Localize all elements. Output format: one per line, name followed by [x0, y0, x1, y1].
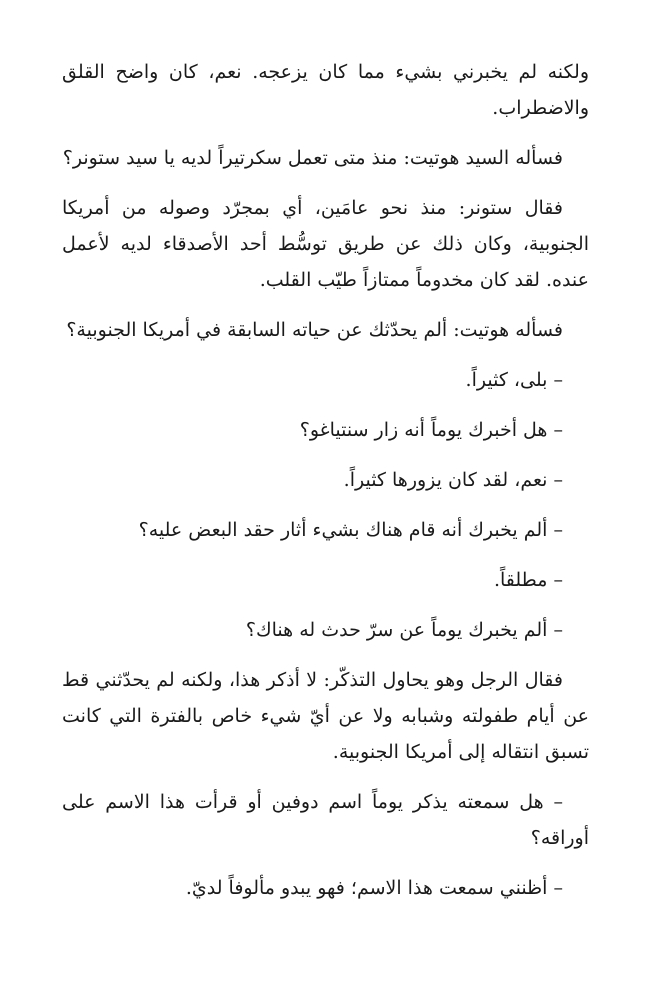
dialogue-line-5: – مطلقاً. — [493, 569, 563, 591]
dialogue-line-3: – نعم، لقد كان يزورها كثيراً. — [343, 469, 563, 491]
paragraph-2: فسأله السيد هوتيت: منذ متى تعمل سكرتيراً لديه يا سيد ستونر؟ — [62, 147, 563, 169]
dialogue-line-8: – أظنني سمعت هذا الاسم؛ فهو يبدو مألوفاً لديّ. — [185, 877, 563, 899]
dialogue-line-4: – ألم يخبرك أنه قام هناك بشيء أثار حقد البعض عليه؟ — [138, 519, 563, 541]
paragraph-3: فقال ستونر: منذ نحو عامَين، أي بمجرّد وصوله من أمريكا الجنوبية، وكان ذلك عن طريق توسُّط أحد الأصدقاء لديه لأعمل عنده. لقد كان مخدوماً ممتازاً طيّب القلب. — [62, 197, 589, 291]
dialogue-line-6: – ألم يخبرك يوماً عن سرّ حدث له هناك؟ — [245, 619, 563, 641]
paragraph-4: فسأله هوتيت: ألم يحدّثك عن حياته السابقة في أمريكا الجنوبية؟ — [66, 319, 563, 341]
paragraph-1: ولكنه لم يخبرني بشيء مما كان يزعجه. نعم، كان واضح القلق والاضطراب. — [62, 61, 589, 119]
book-page — [62, 54, 589, 920]
dialogue-line-1: – بلى، كثيراً. — [465, 369, 563, 391]
dialogue-line-7: – هل سمعته يذكر يوماً اسم دوفين أو قرأت هذا الاسم على أوراقه؟ — [62, 791, 589, 849]
paragraph-5: فقال الرجل وهو يحاول التذكّر: لا أذكر هذا، ولكنه لم يحدّثني قط عن أيام طفولته وشبابه ولا عن أيّ شيء خاص بالفترة التي كانت تسبق انتقاله إلى أمريكا الجنوبية. — [62, 669, 589, 763]
dialogue-line-2: – هل أخبرك يوماً أنه زار سنتياغو؟ — [299, 419, 563, 441]
